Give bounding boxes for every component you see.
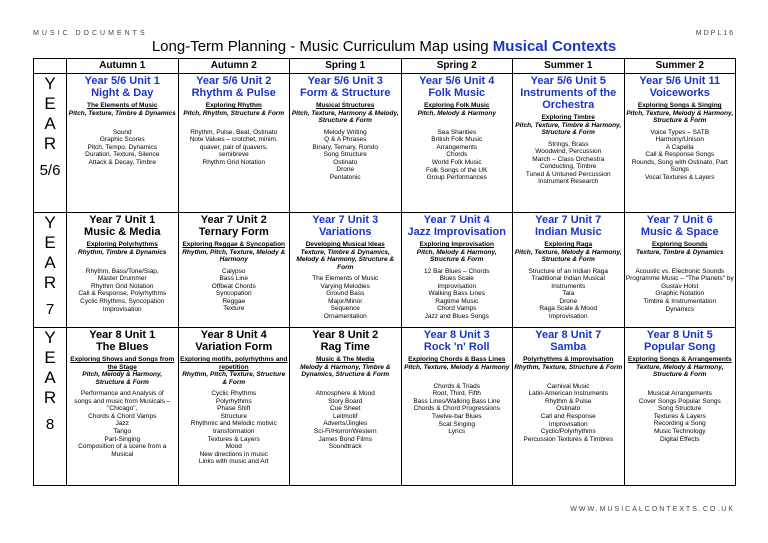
unit-subtitle: Exploring Reggae & Syncopation <box>182 241 286 248</box>
unit-focus: Pitch, Rhythm, Structure & Form <box>183 109 285 117</box>
unit-item: Sci-Fi/Horror/Western <box>313 428 377 436</box>
unit-item: Soundtrack <box>328 443 362 451</box>
unit-items <box>68 121 177 167</box>
unit-focus: Pitch, Texture, Melody & Harmony, Structure & Form <box>514 248 622 263</box>
unit-title-line: Rag Time <box>320 341 370 353</box>
unit-cell <box>67 213 179 328</box>
unit-subtitle: Exploring motifs, polyrhythms and repetition <box>180 356 288 371</box>
doc-label: MUSIC DOCUMENTS <box>33 30 148 37</box>
unit-title-line: Ternary Form <box>198 226 269 238</box>
unit-item: Textures & Layers <box>207 435 260 443</box>
unit-focus: Pitch, Melody & Harmony <box>417 109 496 117</box>
unit-title <box>180 75 289 99</box>
unit-item: Cyclic Rhythms, Syncopation <box>80 297 165 305</box>
unit-item: quaver, pair of quavers, <box>199 143 268 151</box>
unit-title-line: Year 5/6 Unit 1 <box>84 75 160 87</box>
year-row <box>34 213 736 328</box>
unit-item: Acoustic vs. Electronic Sounds <box>635 267 725 275</box>
unit-subtitle: Developing Musical Ideas <box>305 241 385 248</box>
unit-items <box>403 375 512 436</box>
unit-item: Instruments <box>551 282 586 290</box>
year-letter: E <box>44 348 56 367</box>
unit-title <box>514 214 623 238</box>
unit-item: Rhythm, Pulse, Beat, Ostinato <box>190 128 278 136</box>
unit-item <box>68 260 177 268</box>
unit-title <box>514 75 623 111</box>
curriculum-table <box>33 58 736 486</box>
year-letter: E <box>44 233 56 252</box>
year-letter: R <box>43 273 57 292</box>
unit-item: Tango <box>113 427 132 435</box>
unit-item: songs and music from Musicals – <box>74 397 171 405</box>
unit-item: Jazz <box>115 420 129 428</box>
unit-title-line: Year 8 Unit 7 <box>535 329 602 341</box>
unit-cell <box>178 74 290 213</box>
unit-item: Call & Response, Polyrhythms <box>78 290 167 298</box>
unit-item: Music Technology <box>653 428 706 436</box>
unit-items <box>514 375 623 443</box>
unit-title-line: Samba <box>550 341 587 353</box>
unit-title-line: Voiceworks <box>649 87 710 99</box>
header-row <box>34 59 736 74</box>
unit-item: Rhythm, Bass/Tone/Slap, <box>85 267 159 275</box>
unit-title-line: Year 5/6 Unit 3 <box>307 75 383 87</box>
unit-title <box>626 75 735 99</box>
unit-item: Ostinato <box>333 158 358 166</box>
unit-subtitle: Exploring Raga <box>544 241 593 248</box>
unit-item: Cyclic Rhythms <box>211 390 257 397</box>
unit-item: Structure <box>220 412 247 420</box>
unit-item: Chords & Triads <box>433 382 481 390</box>
unit-item: Sea Shanties <box>437 128 477 136</box>
unit-cell <box>290 328 402 486</box>
unit-title-line: Year 7 Unit 3 <box>312 214 379 226</box>
unit-item: Carnival Music <box>546 382 590 390</box>
year-label-cell <box>34 328 67 486</box>
unit-title <box>180 214 289 238</box>
unit-item: Varying Melodies <box>320 282 370 290</box>
unit-item: Major/Minor <box>328 297 363 305</box>
unit-subtitle: Exploring Songs & Singing <box>637 102 722 109</box>
unit-item: Dynamics <box>665 305 695 313</box>
unit-item: Reggae <box>222 297 246 305</box>
unit-item: Walking Bass Lines <box>428 290 485 298</box>
unit-focus: Pitch, Texture, Timbre & Dynamics <box>68 109 176 117</box>
unit-item: Scat Singing <box>438 420 475 428</box>
unit-item: Vocal Textures & Layers <box>644 174 715 182</box>
unit-subtitle: Exploring Improvisation <box>419 241 494 248</box>
unit-items <box>68 260 177 313</box>
unit-title <box>403 329 512 353</box>
unit-item: Leitmotif <box>332 412 358 420</box>
unit-item: Latin-American Instruments <box>528 390 608 398</box>
unit-item: Rounds, Song with Ostinato, Part <box>631 158 728 166</box>
unit-title <box>514 329 623 353</box>
unit-items <box>68 390 177 458</box>
unit-title <box>291 214 400 238</box>
unit-item: Traditional Indian Musical <box>531 275 605 283</box>
unit-focus: Pitch, Melody & Harmony, Structure & Form <box>416 248 497 263</box>
unit-title-line: Year 7 Unit 7 <box>535 214 602 226</box>
unit-item: Root, Third, Fifth <box>432 390 481 398</box>
unit-item: Harmony/Unison <box>655 136 704 144</box>
unit-item: Songs <box>670 166 689 174</box>
unit-items <box>626 260 735 313</box>
unit-item: Atmosphere & Mood <box>315 390 375 398</box>
unit-subtitle: Polyrhythms & Improvisation <box>523 356 614 363</box>
unit-cell <box>178 213 290 328</box>
unit-item: Improvisation <box>102 305 142 313</box>
unit-item: Q & A Phrases <box>324 136 367 144</box>
unit-focus: Rhythm, Pitch, Texture, Structure & Form <box>182 371 286 386</box>
unit-item: Bass Line <box>219 275 249 283</box>
unit-title <box>403 75 512 99</box>
unit-item: Graphic Notation <box>655 290 705 298</box>
unit-item: Conducting, Timbre <box>540 163 597 171</box>
unit-item: Performance and Analysis of <box>80 390 164 397</box>
unit-item: Rhythm & Pulse <box>544 397 592 405</box>
title-highlight: Musical Contexts <box>492 38 617 55</box>
unit-subtitle: Music & The Media <box>315 356 375 363</box>
unit-cell <box>401 213 513 328</box>
unit-focus: Rhythm, Timbre & Dynamics <box>78 248 167 256</box>
unit-item <box>626 260 735 268</box>
unit-item <box>626 383 735 391</box>
unit-item: Rhythm Grid Notation <box>91 282 154 290</box>
unit-cell <box>401 74 513 213</box>
unit-item: Sound <box>112 128 132 136</box>
unit-title-line: Form & Structure <box>300 87 391 99</box>
unit-item: Raga Scale & Mood <box>539 305 598 313</box>
unit-item: Drone <box>336 166 355 174</box>
unit-title-line: Year 5/6 Unit 4 <box>419 75 495 87</box>
column-header: Spring 2 <box>401 59 513 74</box>
unit-items <box>180 268 289 314</box>
unit-cell <box>67 328 179 486</box>
year-letter: A <box>44 114 56 133</box>
year-letter: E <box>44 94 56 113</box>
unit-item: Chords <box>446 151 468 159</box>
page-title <box>0 38 768 55</box>
unit-item: Blues Scale <box>439 275 474 283</box>
unit-item: Binary, Ternary, Rondo <box>312 143 378 151</box>
unit-item: Percussion Textures & Timbres <box>523 435 613 443</box>
year-letter: A <box>44 368 56 387</box>
unit-item: Offbeat Chords <box>211 282 256 290</box>
unit-item: Tuned & Untuned Percussion <box>525 170 611 178</box>
unit-title <box>626 329 735 353</box>
year-row <box>34 74 736 213</box>
unit-item: Composition of a scene from a <box>78 443 167 451</box>
unit-item: Drone <box>559 297 578 305</box>
unit-item: Cyclic/Polyrhythms <box>540 428 596 436</box>
unit-item: 12 Bar Blues – Chords <box>424 267 490 275</box>
unit-cell <box>624 328 736 486</box>
unit-item: Call & Response Songs <box>645 151 715 159</box>
unit-subtitle: Exploring Shows and Songs from the Stage <box>70 356 175 371</box>
unit-item: Recording a Song <box>653 420 706 428</box>
unit-items <box>514 268 623 321</box>
unit-cell <box>513 74 625 213</box>
column-header: Summer 1 <box>513 59 625 74</box>
unit-title-line: Folk Music <box>428 87 486 99</box>
year-number: 8 <box>45 416 55 433</box>
unit-title <box>403 214 512 238</box>
unit-item: Mood <box>225 443 242 451</box>
year-number: 5/6 <box>39 162 61 179</box>
unit-cell <box>624 213 736 328</box>
unit-cell <box>67 74 179 213</box>
unit-item: Musical <box>111 450 134 458</box>
unit-item <box>291 383 400 391</box>
unit-subtitle: Exploring Folk Music <box>424 102 490 109</box>
unit-cell <box>290 213 402 328</box>
year-letter: R <box>43 388 57 407</box>
unit-item <box>514 375 623 383</box>
unit-title-line: Rhythm & Pulse <box>191 87 276 99</box>
unit-item: Textures & Layers <box>653 412 706 420</box>
unit-item: Tala <box>562 290 575 298</box>
unit-item: Arrangements <box>436 143 478 151</box>
unit-subtitle: Exploring Polyrhythms <box>86 241 158 248</box>
unit-item: Woodwind, Percussion <box>535 148 602 156</box>
unit-title-line: Year 8 Unit 2 <box>312 329 379 341</box>
unit-title <box>68 75 177 99</box>
unit-item: Pitch, Tempo, Dynamics <box>87 143 158 151</box>
unit-items <box>291 275 400 321</box>
unit-focus: Pitch, Texture, Timbre & Harmony, Structure & Form <box>515 121 622 136</box>
unit-item: Rhythm Grid Notation <box>202 158 265 166</box>
unit-title-line: Year 5/6 Unit 5 <box>530 75 606 87</box>
unit-title <box>626 214 735 238</box>
unit-item: Part-Singing <box>104 435 141 443</box>
unit-title-line: The Blues <box>95 341 149 353</box>
corner-cell <box>34 59 67 74</box>
unit-title-line: Music & Space <box>640 226 719 238</box>
unit-items <box>626 129 735 182</box>
unit-title-line: Year 7 Unit 6 <box>646 214 713 226</box>
unit-cell <box>624 74 736 213</box>
unit-subtitle: Exploring Sounds <box>651 241 708 248</box>
unit-item: Lyrics <box>448 428 466 436</box>
unit-subtitle: Musical Structures <box>316 102 375 109</box>
unit-title <box>180 329 289 353</box>
unit-items <box>291 129 400 182</box>
unit-subtitle: Exploring Chords & Bass Lines <box>408 356 506 363</box>
unit-title-line: Instruments of the <box>520 87 617 99</box>
unit-item: New directions in music <box>199 450 268 458</box>
unit-item: "Chicago", <box>107 405 138 413</box>
unit-title-line: Music & Media <box>84 226 161 238</box>
unit-cell <box>513 213 625 328</box>
unit-subtitle: Exploring Timbre <box>541 114 595 121</box>
unit-title-line: Year 8 Unit 1 <box>89 329 156 341</box>
unit-title-line: Variation Form <box>195 341 273 353</box>
year-row <box>34 328 736 486</box>
unit-item: Ostinato <box>556 405 581 413</box>
unit-item: James Bond Films <box>318 435 372 443</box>
unit-item: Song Structure <box>658 405 702 413</box>
unit-title-line: Orchestra <box>542 99 595 111</box>
unit-title-line: Night & Day <box>91 87 154 99</box>
unit-item: Ground Bass <box>326 290 365 298</box>
unit-title <box>291 329 400 353</box>
unit-title-line: Popular Song <box>644 341 716 353</box>
unit-item <box>68 121 177 129</box>
column-header: Autumn 2 <box>178 59 290 74</box>
unit-item: Ragtime Music <box>435 297 479 305</box>
unit-title-line: Year 8 Unit 4 <box>200 329 267 341</box>
unit-item: Digital Effects <box>659 435 700 443</box>
year-letter: Y <box>44 328 56 347</box>
unit-item: Attack & Decay, Timbre <box>88 158 156 166</box>
unit-item: A Capella <box>665 143 694 151</box>
unit-focus: Pitch, Texture, Melody & Harmony <box>404 363 510 371</box>
unit-item: Calypso <box>222 267 246 275</box>
unit-title <box>291 75 400 99</box>
unit-item: Twelve-bar Blues <box>431 412 482 420</box>
unit-item <box>403 121 512 129</box>
unit-item: World Folk Music <box>431 158 482 166</box>
unit-item: Links with music and Art <box>198 458 269 466</box>
unit-focus: Texture, Timbre & Dynamics <box>636 248 724 256</box>
unit-items <box>403 268 512 321</box>
unit-item: Programme Music – "The Planets" by Gustav Holst <box>625 275 734 290</box>
unit-item: Graphic Scores <box>99 136 145 144</box>
unit-item: Texture <box>223 305 245 313</box>
unit-item: Strings, Brass <box>548 140 589 148</box>
unit-item: Timbre & Instrumentation <box>643 297 717 305</box>
unit-item: Cover Songs Popular Songs <box>638 397 721 405</box>
unit-subtitle: Exploring Rhythm <box>205 102 262 109</box>
unit-item: Phase Shift <box>217 405 251 413</box>
unit-focus: Melody & Harmony, Timbre & Dynamics, Structure & Form <box>300 363 391 378</box>
unit-title-line: Year 8 Unit 3 <box>423 329 490 341</box>
unit-item: Structure of an Indian Raga <box>528 267 608 275</box>
unit-items <box>514 141 623 187</box>
unit-focus: Texture, Timbre & Dynamics, Melody & Harmony, Structure & Form <box>296 248 395 271</box>
year-letter: A <box>44 253 56 272</box>
unit-title-line: Year 7 Unit 4 <box>423 214 490 226</box>
unit-item: The Elements of Music <box>312 275 379 282</box>
unit-title-line: Year 7 Unit 1 <box>89 214 156 226</box>
unit-item: Improvisation <box>437 282 477 290</box>
unit-title-line: Jazz Improvisation <box>407 226 506 238</box>
unit-title-line: Year 5/6 Unit 2 <box>196 75 272 87</box>
unit-subtitle: The Elements of Music <box>87 102 158 109</box>
unit-item <box>403 375 512 383</box>
unit-item: Duration, Texture, Silence <box>85 151 160 159</box>
unit-item: Cue Sheet <box>329 405 361 413</box>
unit-title-line: Indian Music <box>534 226 602 238</box>
unit-focus: Texture, Melody & Harmony, Structure & Form <box>636 363 724 378</box>
unit-title <box>68 214 177 238</box>
unit-items <box>626 383 735 444</box>
unit-item: Master Drummer <box>97 275 147 283</box>
unit-focus: Pitch, Texture, Harmony & Melody, Structure & Form <box>291 109 399 124</box>
unit-item: Sequence <box>330 305 360 313</box>
unit-item: Chord Vamps <box>437 305 477 313</box>
unit-item: British Folk Music <box>431 136 483 144</box>
unit-item: Story Board <box>328 397 363 405</box>
unit-item: Syncopation <box>215 290 252 298</box>
unit-title-line: Rock 'n' Roll <box>423 341 490 353</box>
column-header: Autumn 1 <box>67 59 179 74</box>
unit-item: transformation <box>212 427 255 435</box>
unit-cell <box>513 328 625 486</box>
unit-item: Pentatonic <box>329 174 361 182</box>
unit-items <box>403 121 512 182</box>
unit-item <box>180 121 289 129</box>
column-header: Summer 2 <box>624 59 736 74</box>
unit-title-line: Year 5/6 Unit 11 <box>639 75 721 87</box>
column-header: Spring 1 <box>290 59 402 74</box>
unit-item: Chords & Chord Progressions <box>413 405 500 413</box>
year-number: 7 <box>45 301 55 318</box>
unit-item: Improvisation <box>548 420 588 428</box>
unit-item: Polyrhythms <box>215 397 252 405</box>
unit-item: Instrument Research <box>538 178 599 186</box>
year-label-cell <box>34 74 67 213</box>
unit-title-line: Variations <box>318 226 372 238</box>
unit-item: Adverts/Jingles <box>323 420 368 428</box>
unit-item: March – Class Orchestra <box>532 155 605 163</box>
unit-cell <box>401 328 513 486</box>
unit-item: Song Structure <box>323 151 367 159</box>
year-label-cell <box>34 213 67 328</box>
unit-items <box>180 390 289 466</box>
unit-item: Folk Songs of the UK <box>426 166 488 174</box>
unit-item: Melody Writing <box>323 128 367 136</box>
unit-item: Note Values – crotchet, minim, <box>189 136 278 144</box>
unit-title-line: Year 8 Unit 5 <box>646 329 713 341</box>
unit-item: Musical Arrangements <box>647 390 712 398</box>
unit-subtitle: Exploring Songs & Arrangements <box>627 356 732 363</box>
unit-title <box>68 329 177 353</box>
unit-item: Ornamentation <box>323 312 367 320</box>
unit-item: Jazz and Blues Songs <box>424 313 489 321</box>
unit-cell <box>290 74 402 213</box>
unit-cell <box>178 328 290 486</box>
unit-item: Voice Types – SATB <box>650 128 710 136</box>
website-url: WWW.MUSICALCONTEXTS.CO.UK <box>570 506 735 513</box>
unit-item: Bass Lines/Walking Bass Line <box>413 397 501 405</box>
doc-code: MDPL16 <box>695 30 735 37</box>
unit-focus: Pitch, Texture, Melody & Harmony, Structure & Form <box>626 109 734 124</box>
unit-focus: Pitch, Melody & Harmony, Structure & Form <box>82 371 163 386</box>
unit-focus: Rhythm, Texture, Structure & Form <box>514 363 623 371</box>
unit-item: semibreve <box>218 151 249 159</box>
unit-item: Improvisation <box>548 313 588 321</box>
unit-items <box>291 383 400 451</box>
unit-title-line: Year 7 Unit 2 <box>200 214 267 226</box>
unit-item: Chords & Chord Vamps <box>88 412 157 420</box>
year-letter: R <box>43 134 57 153</box>
unit-items <box>180 121 289 167</box>
unit-item: Group Performances <box>426 174 487 182</box>
unit-focus: Rhythm, Pitch, Texture, Melody & Harmony <box>182 248 286 263</box>
year-letter: Y <box>44 74 56 93</box>
unit-item: Call and Response <box>540 412 596 420</box>
year-letter: Y <box>44 213 56 232</box>
unit-item: Rhythmic and Melodic motivic <box>190 420 277 428</box>
title-main: Long-Term Planning - Music Curriculum Map using <box>151 38 493 55</box>
